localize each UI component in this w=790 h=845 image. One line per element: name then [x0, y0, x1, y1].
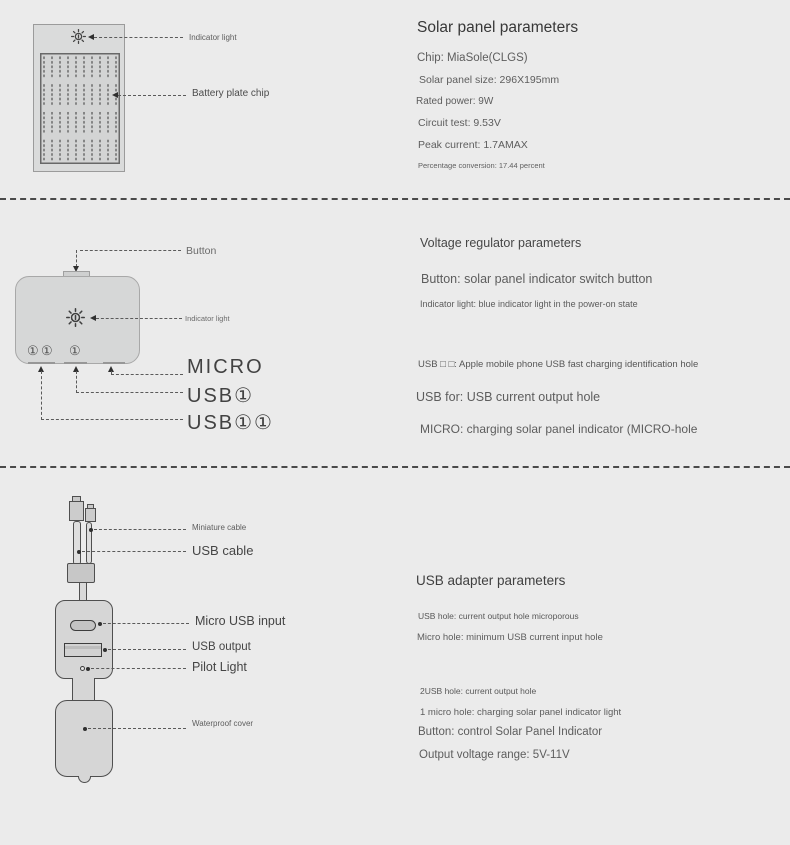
- leader-line: [76, 250, 77, 267]
- micro-usb-input-label: Micro USB input: [195, 614, 286, 628]
- spec-line: Indicator light: blue indicator light in the power-on state: [420, 299, 638, 309]
- leader-line: [103, 623, 189, 624]
- pilot-light-label: Pilot Light: [192, 660, 247, 674]
- spec-line: MICRO: charging solar panel indicator (MICRO-hole: [420, 422, 698, 436]
- regulator-section-title: Voltage regulator parameters: [420, 236, 582, 250]
- port-slot: [103, 362, 125, 364]
- usb-port-icon: ①: [27, 343, 39, 358]
- port-slot: [64, 362, 87, 364]
- leader-line: [88, 728, 186, 729]
- leader-line: [80, 250, 181, 251]
- cable-ferrule: [67, 563, 95, 583]
- leader-dot: [98, 622, 102, 626]
- spec-line: Solar panel size: 296X195mm: [419, 74, 560, 86]
- micro-port-label: MICRO: [187, 356, 264, 378]
- leader-line: [76, 371, 77, 393]
- leader-line: [111, 374, 183, 375]
- micro-usb-input-port: [70, 620, 96, 631]
- adapter-neck: [72, 678, 95, 701]
- usb2-port-label: USB①①: [187, 412, 274, 434]
- leader-line: [108, 649, 186, 650]
- usb-output-label: USB output: [192, 641, 251, 653]
- leader-dot: [89, 528, 93, 532]
- usb-output-port: [64, 643, 102, 657]
- spec-line: 2USB hole: current output hole: [420, 686, 537, 696]
- spec-line: Percentage conversion: 17.44 percent: [418, 161, 545, 170]
- waterproof-cover-shape: [55, 700, 113, 777]
- spec-line: Rated power: 9W: [416, 96, 494, 107]
- section-divider: [0, 198, 790, 200]
- leader-line: [96, 318, 182, 319]
- leader-line: [82, 551, 186, 552]
- button-label: Button: [186, 245, 217, 257]
- leader-line: [41, 419, 183, 420]
- main-cable: [79, 582, 87, 601]
- spec-line: Circuit test: 9.53V: [418, 117, 501, 129]
- spec-line: USB □ □: Apple mobile phone USB fast charging identification hole: [418, 359, 699, 370]
- spec-line: USB hole: current output hole microporous: [418, 611, 579, 621]
- spec-line: 1 micro hole: charging solar panel indicator light: [420, 707, 622, 718]
- indicator-light-label: Indicator light: [189, 33, 237, 42]
- spec-line: Output voltage range: 5V-11V: [419, 749, 570, 761]
- cover-bottom-bump: [78, 776, 91, 783]
- indicator-light-icon: [66, 308, 85, 327]
- leader-line: [41, 371, 42, 420]
- port-slot: [28, 362, 55, 364]
- leader-line: [94, 529, 186, 530]
- waterproof-cover-label: Waterproof cover: [192, 719, 254, 728]
- pilot-light: [80, 666, 85, 671]
- battery-plate-cells: [40, 53, 120, 164]
- leader-dot: [103, 648, 107, 652]
- indicator-light-icon: [71, 29, 86, 44]
- spec-line: Micro hole: minimum USB current input hole: [417, 632, 603, 643]
- adapter-section-title: USB adapter parameters: [416, 573, 566, 588]
- battery-plate-chip-label: Battery plate chip: [192, 88, 270, 99]
- usb-connector: [69, 501, 84, 521]
- spec-line: Button: solar panel indicator switch button: [421, 272, 653, 286]
- usb-cable-line: [73, 521, 81, 565]
- section-divider: [0, 466, 790, 468]
- leader-dot: [77, 550, 81, 554]
- leader-line: [94, 37, 183, 38]
- spec-line: Chip: MiaSole(CLGS): [417, 52, 528, 64]
- miniature-cable-label: Miniature cable: [192, 523, 247, 532]
- usb-port-icon: ①: [41, 343, 53, 358]
- leader-dot: [86, 667, 90, 671]
- micro-connector: [85, 508, 96, 522]
- leader-line: [91, 668, 186, 669]
- spec-line: Peak current: 1.7AMAX: [418, 139, 528, 151]
- spec-line: Button: control Solar Panel Indicator: [418, 726, 603, 738]
- leader-dot: [83, 727, 87, 731]
- usb1-port-label: USB①: [187, 385, 255, 407]
- usb-cable-label: USB cable: [192, 543, 254, 558]
- leader-line: [76, 392, 183, 393]
- indicator-light-label: Indicator light: [185, 314, 230, 323]
- leader-line: [118, 95, 186, 96]
- micro-port-icon: ①: [69, 343, 81, 358]
- spec-line: USB for: USB current output hole: [416, 390, 601, 404]
- solar-section-title: Solar panel parameters: [417, 19, 579, 36]
